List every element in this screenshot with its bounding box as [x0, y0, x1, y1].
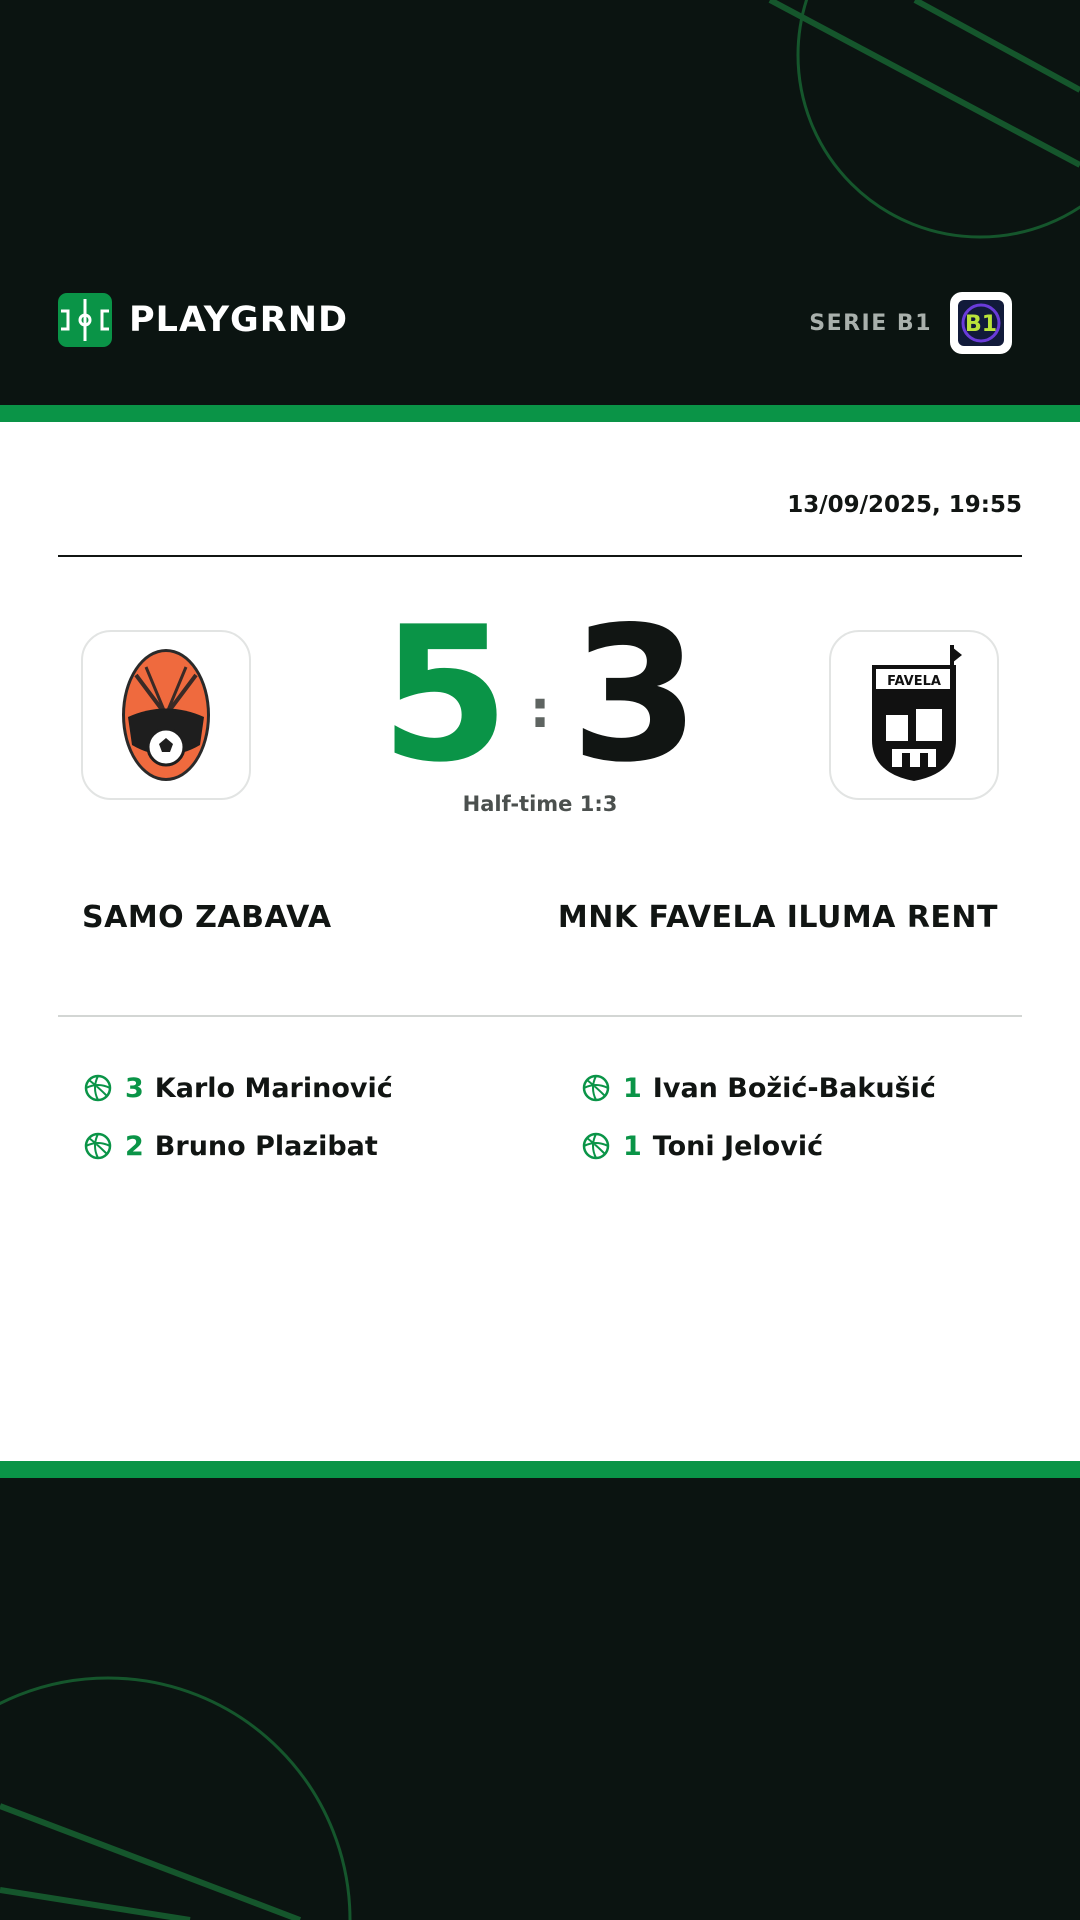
home-team-crest: [81, 630, 251, 800]
brand-name: PLAYGRND: [129, 299, 349, 340]
brand: [58, 292, 348, 347]
ball-icon: [581, 1073, 611, 1103]
scorer-goals: 2: [125, 1130, 144, 1162]
ball-icon: [83, 1073, 113, 1103]
away-crest-text: FAVELA: [887, 674, 941, 689]
home-score: 5: [380, 586, 510, 803]
final-score: [340, 586, 740, 803]
samo-zabava-crest-icon: [116, 645, 216, 785]
ball-icon: [83, 1131, 113, 1161]
halftime-score: Half-time 1:3: [462, 792, 618, 816]
match-card: [0, 422, 1080, 1461]
favela-crest-icon: [864, 645, 964, 785]
footer-band: [0, 1478, 1080, 1920]
away-score: 3: [570, 586, 700, 803]
scorer-goals: 3: [125, 1072, 144, 1104]
accent-stripe-top: [0, 405, 1080, 422]
home-team-name: SAMO ZABAVA: [82, 900, 332, 935]
score-separator: :: [529, 680, 551, 740]
league-name: SERIE B1: [809, 310, 932, 336]
away-scorers: [581, 1068, 1011, 1184]
pitch-line-top-2: [915, 0, 1080, 90]
pitch-line-top-1: [770, 0, 1080, 165]
scorer-name: Karlo Marinović: [154, 1072, 393, 1104]
scorer-row: [83, 1068, 513, 1108]
divider: [58, 555, 1022, 557]
scorer-name: Ivan Božić-Bakušić: [652, 1072, 936, 1104]
scorer-name: Bruno Plazibat: [154, 1130, 378, 1162]
pitch-icon: [58, 293, 112, 347]
pitch-line-bottom-1: [0, 1806, 300, 1920]
league-badge-icon: [950, 292, 1012, 354]
league-badge-text: B1: [964, 312, 998, 337]
divider-light: [58, 1015, 1022, 1017]
ball-icon: [581, 1131, 611, 1161]
header-band: [0, 0, 1080, 405]
pitch-line-bottom-2: [0, 1890, 190, 1920]
scorer-row: [581, 1068, 1011, 1108]
scorer-row: [83, 1126, 513, 1166]
scorer-row: [581, 1126, 1011, 1166]
pitch-decoration-bottom: [0, 1478, 1080, 1920]
away-team-name: MNK FAVELA ILUMA RENT: [557, 900, 998, 935]
match-datetime: 13/09/2025, 19:55: [787, 492, 1022, 518]
center-circle-bottom: [0, 1678, 350, 1920]
away-team-crest: [829, 630, 999, 800]
league-info: [809, 292, 1012, 354]
scorer-goals: 1: [623, 1072, 642, 1104]
scorer-goals: 1: [623, 1130, 642, 1162]
scorer-name: Toni Jelović: [652, 1130, 824, 1162]
accent-stripe-bottom: [0, 1461, 1080, 1478]
home-scorers: [83, 1068, 513, 1184]
